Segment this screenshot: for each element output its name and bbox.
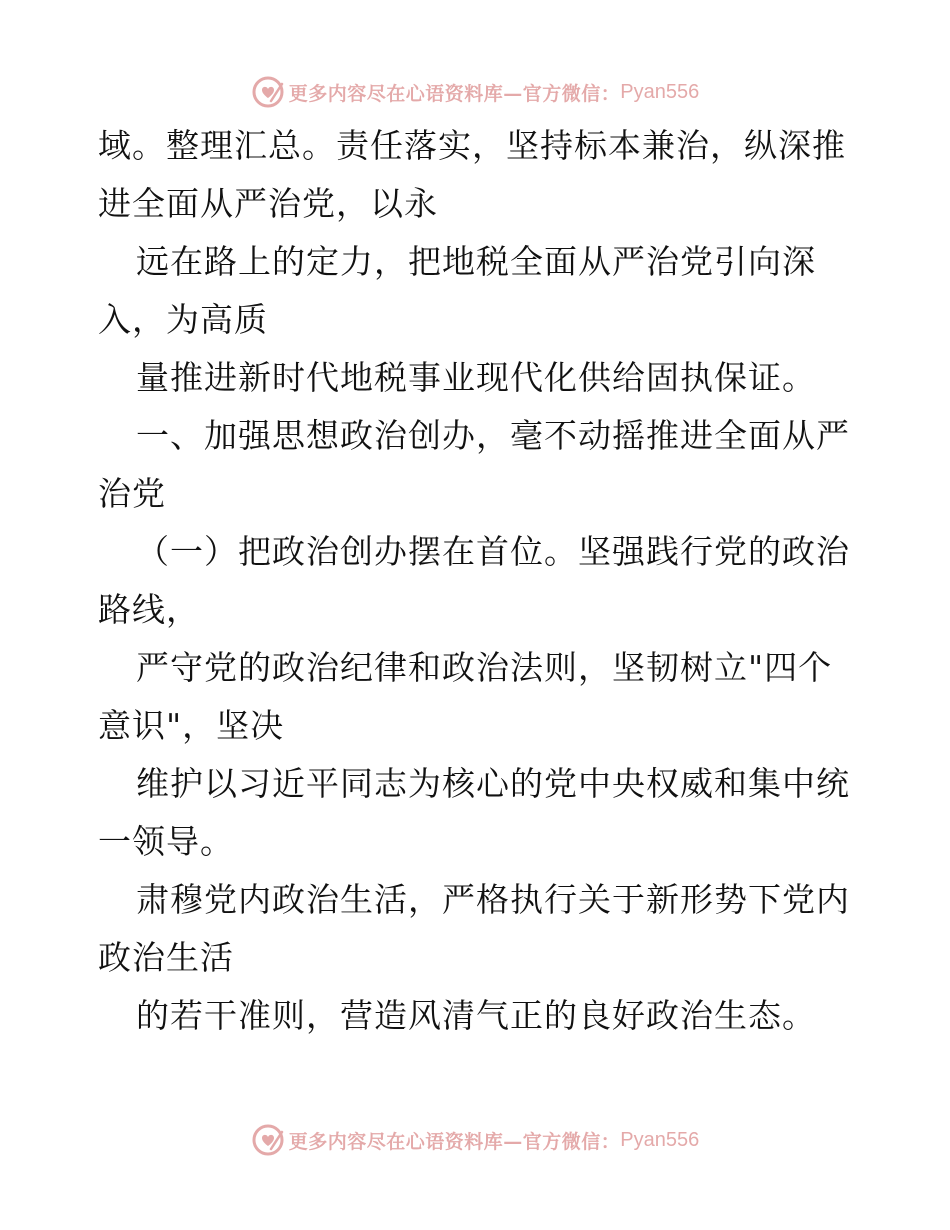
text-line: 量推进新时代地税事业现代化供给固执保证。 (136, 358, 816, 397)
text-line: 进全面从严治党，以永 (98, 184, 438, 223)
text-line: 域。整理汇总。责任落实，坚持标本兼治，纵深推 (98, 126, 846, 165)
header-watermark (0, 72, 950, 112)
text-line: 入，为高质 (98, 300, 268, 339)
text-line: 维护以习近平同志为核心的党中央权威和集中统 (136, 764, 850, 803)
pen-heart-logo-icon (251, 1123, 285, 1157)
text-line: 的若干准则，营造风清气正的良好政治生态。 (136, 996, 816, 1035)
text-line: 政治生活 (98, 938, 234, 977)
text-line: 远在路上的定力，把地税全面从严治党引向深 (136, 242, 816, 281)
watermark-text: 更多内容尽在心语资料库—官方微信： (288, 1130, 621, 1153)
footer-watermark (0, 1120, 950, 1160)
text-line: 意识"，坚决 (98, 706, 285, 745)
text-line: （一）把政治创办摆在首位。坚强践行党的政治 (136, 532, 850, 571)
text-line: 一、加强思想政治创办，毫不动摇推进全面从严 (136, 416, 850, 455)
text-line: 治党 (98, 474, 166, 513)
pen-heart-logo-icon (251, 75, 285, 109)
watermark-id: Pyan556 (620, 80, 700, 103)
watermark-text: 更多内容尽在心语资料库—官方微信： (288, 82, 621, 105)
text-line: 路线， (98, 590, 200, 629)
text-line: 严守党的政治纪律和政治法则，坚韧树立"四个 (136, 648, 833, 687)
document-body (98, 117, 888, 1045)
text-line: 肃穆党内政治生活，严格执行关于新形势下党内 (136, 880, 850, 919)
text-line: 一领导。 (98, 822, 234, 861)
watermark-id: Pyan556 (620, 1128, 700, 1151)
